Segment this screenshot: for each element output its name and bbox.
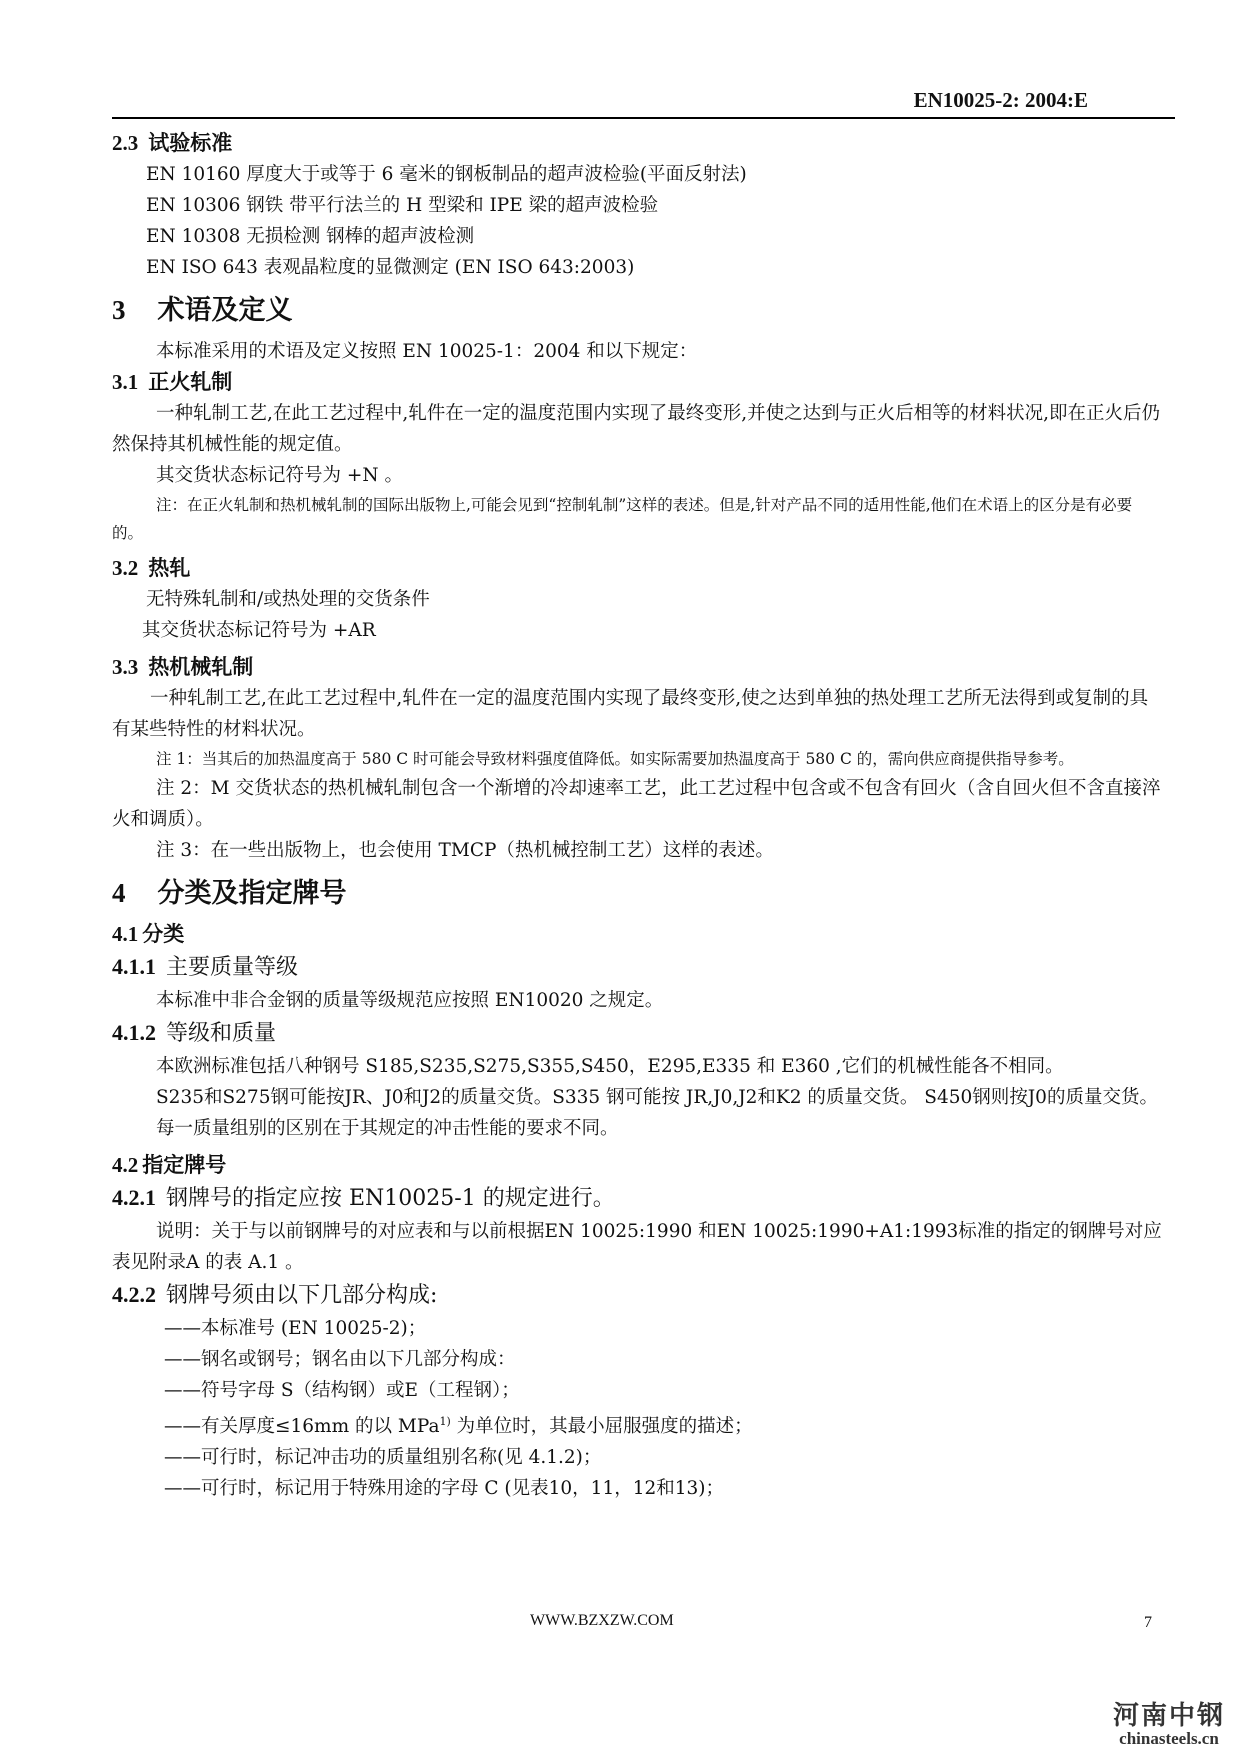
delivery-symbol: 其交货状态标记符号为 +AR: [142, 620, 376, 641]
heading-2-3: 2.3 试验标准: [112, 131, 233, 155]
heading-3-3: 3.3 热机械轧制: [112, 655, 254, 679]
watermark-logo: [1104, 1702, 1234, 1748]
document-id: EN10025-2: 2004:E: [913, 88, 1088, 112]
heading-3: 3 术语及定义: [112, 295, 293, 326]
note-2: 注 2：M 交货状态的热机械轧制包含一个渐增的冷却速率工艺，此工艺过程中包含或不包含有回火（含自回火但不含直接淬火和调质）。: [112, 778, 1161, 830]
list-item: ——可行时，标记用于特殊用途的字母 C (见表10，11，12和13)；: [164, 1478, 725, 1500]
standard-item: EN 10160 厚度大于或等于 6 毫米的钢板制品的超声波检验(平面反射法): [146, 164, 747, 185]
footer-url: WWW.BZXZW.COM: [530, 1612, 674, 1629]
heading-3-1: 3.1 正火轧制: [112, 370, 233, 394]
definition-text: 无特殊轧制和/或热处理的交货条件: [146, 589, 430, 610]
note-3: 注 3：在一些出版物上，也会使用 TMCP（热机械控制工艺）这样的表述。: [156, 840, 774, 861]
note-1: 注 1：当其后的加热温度高于 580 C 时可能会导致材料强度值降低。如实际需要加热温度高于 580 C 的，需向供应商提供指导参考。: [156, 750, 1074, 768]
standard-item: EN 10306 钢铁 带平行法兰的 H 型梁和 IPE 梁的超声波检验: [146, 195, 659, 216]
paragraph: 每一质量组别的区别在于其规定的冲击性能的要求不同。: [156, 1118, 619, 1139]
list-item: ——可行时，标记冲击功的质量组别名称(见 4.1.2)；: [164, 1447, 602, 1469]
heading-4-2: 4.2 指定牌号: [112, 1153, 227, 1177]
heading-4-1: 4.1 分类: [112, 922, 185, 946]
explanation-text: 说明：关于与以前钢牌号的对应表和与以前根据EN 10025:1990 和EN 10025:1990+A1:1993标准的指定的钢牌号对应表见附录A 的表 A.1 。: [112, 1221, 1162, 1273]
list-item: ——符号字母 S（结构钢）或E（工程钢）；: [164, 1380, 520, 1401]
page-content: [112, 128, 1162, 1504]
standard-item: EN 10308 无损检测 钢棒的超声波检测: [146, 226, 475, 247]
delivery-symbol: 其交货状态标记符号为 +N 。: [156, 465, 403, 486]
heading-4-2-2: 4.2.2 钢牌号须由以下几部分构成:: [112, 1282, 438, 1308]
header-rule: [112, 117, 1175, 119]
heading-4-1-2: 4.1.2 等级和质量: [112, 1020, 277, 1046]
list-item: ——本标准号 (EN 10025-2)；: [164, 1318, 427, 1339]
paragraph: 本标准中非合金钢的质量等级规范应按照 EN10020 之规定。: [156, 990, 664, 1011]
note-text: 注：在正火轧制和热机械轧制的国际出版物上,可能会见到“控制轧制”这样的表述。但是,针对产品不同的适用性能,他们在术语上的区分是有必要的。: [112, 496, 1133, 542]
heading-4-2-1: 4.2.1 钢牌号的指定应按 EN10025-1 的规定进行。: [112, 1185, 615, 1211]
heading-4-1-1: 4.1.1 主要质量等级: [112, 954, 299, 980]
footnote-marker: 1): [439, 1415, 451, 1428]
definition-text: 一种轧制工艺,在此工艺过程中,轧件在一定的温度范围内实现了最终变形,并使之达到与正火后相等的材料状况,即在正火后仍然保持其机械性能的规定值。: [112, 403, 1161, 455]
heading-4: 4 分类及指定牌号: [112, 878, 347, 909]
definition-text: 一种轧制工艺,在此工艺过程中,轧件在一定的温度范围内实现了最终变形,使之达到单独的热处理工艺所无法得到或复制的具有某些特性的材料状况。: [112, 688, 1149, 740]
paragraph: S235和S275钢可能按JR、J0和J2的质量交货。S335 钢可能按 JR,J0,J2和K2 的质量交货。 S450钢则按J0的质量交货。: [156, 1087, 1158, 1108]
heading-3-2: 3.2 热轧: [112, 556, 191, 580]
page-number: 7: [1144, 1614, 1152, 1631]
standard-item: EN ISO 643 表观晶粒度的显微测定 (EN ISO 643:2003): [146, 257, 635, 278]
list-item: ——有关厚度≤16mm 的以 MPa$^{1)}$ 为单位时，其最小屈服强度的描述；: [164, 1415, 753, 1438]
paragraph: 本欧洲标准包括八种钢号 S185,S235,S275,S355,S450，E295,E335 和 E360 ,它们的机械性能各不相同。: [156, 1056, 1064, 1077]
watermark-cn: 河南中钢: [1112, 1701, 1225, 1731]
section-3-intro: 本标准采用的术语及定义按照 EN 10025-1：2004 和以下规定：: [156, 341, 698, 362]
list-item: ——钢名或钢号；钢名由以下几部分构成：: [164, 1349, 516, 1370]
watermark-en: chinasteels.cn: [1119, 1729, 1219, 1748]
